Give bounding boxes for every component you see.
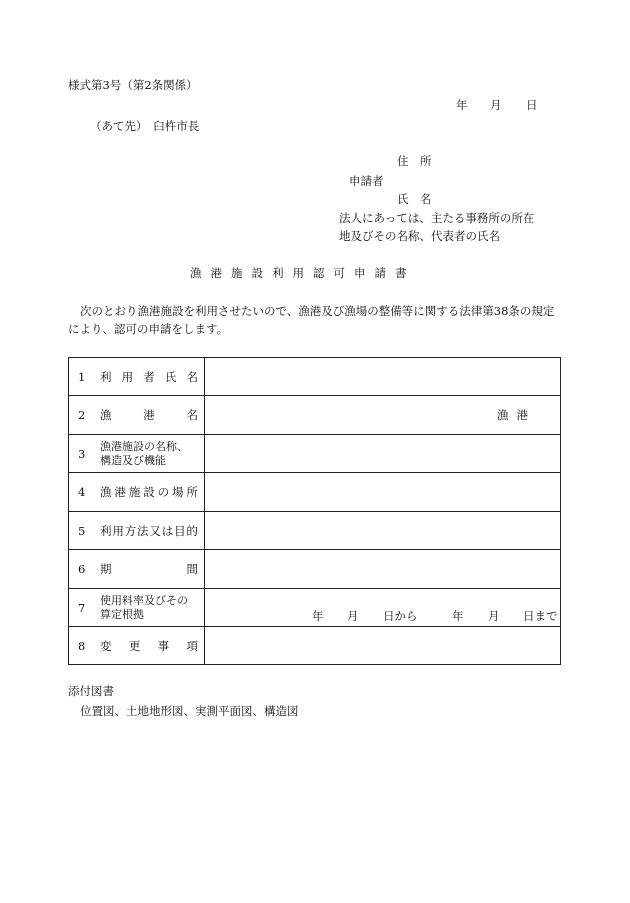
label-char: 名: [186, 408, 198, 422]
label-char: 港: [143, 408, 155, 422]
address-label: 住 所: [397, 154, 432, 168]
row-label: 漁港施設の名称、構造及び機能: [100, 439, 188, 467]
user-name-field[interactable]: [205, 358, 561, 396]
row-number: 3: [78, 446, 86, 461]
row-label-cell: [69, 550, 205, 589]
label-char: 漁: [100, 485, 112, 499]
facility-field[interactable]: [205, 435, 561, 473]
port-name-field[interactable]: [205, 396, 561, 435]
row-label: [100, 369, 198, 385]
label-char: 又: [149, 523, 161, 538]
row-number: 6: [78, 562, 86, 576]
label-char: 施: [128, 485, 141, 499]
period-month-until: 月: [488, 608, 500, 623]
location-field[interactable]: [205, 473, 561, 512]
fee-field[interactable]: [205, 589, 561, 627]
label-char: 漁: [100, 408, 112, 422]
row-number: 8: [78, 638, 86, 653]
row-number: 7: [78, 600, 86, 615]
label-char: 法: [137, 523, 149, 538]
row-number: 1: [78, 369, 86, 384]
row-label: [100, 523, 198, 539]
label-char: 期: [100, 562, 112, 576]
corporate-note-line2: 地及びその名称、代表者の氏名: [339, 229, 500, 243]
label-char: の: [157, 485, 170, 499]
period-day-from: 日から: [383, 608, 418, 623]
row-number: 4: [78, 485, 86, 499]
row-label: [100, 638, 198, 654]
label-char: 方: [124, 523, 137, 538]
label-char: 変: [100, 638, 112, 653]
applicant-label: 申請者: [349, 174, 384, 188]
table-row-fee: [69, 589, 561, 627]
period-year-until: 年: [452, 608, 464, 623]
label-char: は: [161, 523, 174, 538]
period-month-from: 月: [347, 608, 359, 623]
row-label: [100, 484, 198, 500]
date-day-label: 日: [526, 98, 538, 112]
label-char: 港: [114, 485, 126, 499]
form-number: 様式第3号（第2条関係）: [68, 78, 198, 92]
label-char: 用: [121, 369, 134, 384]
label-char: 名: [186, 369, 198, 384]
corporate-note-line1: 法人にあっては、主たる事務所の所在: [339, 211, 535, 225]
application-table: [68, 357, 561, 665]
row-label-cell: [69, 627, 205, 665]
table-row-location: [69, 473, 561, 512]
table-row-purpose: [69, 512, 561, 550]
label-char: 更: [128, 638, 141, 653]
label-char: 間: [186, 562, 198, 576]
row-number: 2: [78, 408, 86, 422]
label-char: 目: [174, 523, 186, 538]
addressee: （あて先） 臼杵市長: [90, 119, 200, 133]
label-char: 的: [186, 523, 198, 538]
label-char: 場: [172, 485, 184, 499]
document-title: 漁港施設利用認可申請書: [190, 266, 416, 280]
row-label-cell: [69, 473, 205, 512]
period-day-until: 日まで: [523, 608, 558, 623]
row-label: 使用料率及びその算定根拠: [100, 593, 188, 621]
label-char: 氏: [164, 369, 177, 384]
row-label-cell: [69, 435, 205, 473]
label-char: 用: [112, 523, 124, 538]
body-text-line2: により、認可の申請をします。: [68, 322, 229, 336]
purpose-field[interactable]: [205, 512, 561, 550]
table-row-port-name: [69, 396, 561, 435]
attachments-title: 添付図書: [68, 684, 114, 698]
row-label-cell: [69, 512, 205, 550]
period-field[interactable]: [205, 550, 561, 589]
label-char: 利: [100, 369, 112, 384]
date-month-label: 月: [490, 98, 502, 112]
table-row-facility: [69, 435, 561, 473]
date-year-label: 年: [456, 98, 468, 112]
table-row-period: [69, 550, 561, 589]
period-year-from: 年: [312, 608, 324, 623]
port-suffix: 漁港: [497, 408, 536, 422]
attachments-list: 位置図、土地地形図、実測平面図、構造図: [80, 704, 299, 718]
changes-field[interactable]: [205, 627, 561, 665]
label-char: 所: [186, 485, 198, 499]
table-row-changes: [69, 627, 561, 665]
row-label-cell: [69, 358, 205, 396]
row-number: 5: [78, 523, 86, 538]
label-char: 者: [143, 369, 155, 384]
table-row-user-name: [69, 358, 561, 396]
row-label-cell: [69, 589, 205, 627]
row-label-cell: [69, 396, 205, 435]
row-label: [100, 561, 198, 577]
body-text-line1: 次のとおり漁港施設を利用させたいので、漁港及び漁場の整備等に関する法律第38条の規定: [80, 304, 555, 318]
row-label: [100, 407, 198, 423]
name-label: 氏 名: [397, 192, 432, 206]
label-char: 項: [186, 638, 198, 653]
label-char: 設: [143, 485, 155, 499]
label-char: 利: [100, 523, 112, 538]
label-char: 事: [157, 638, 170, 653]
